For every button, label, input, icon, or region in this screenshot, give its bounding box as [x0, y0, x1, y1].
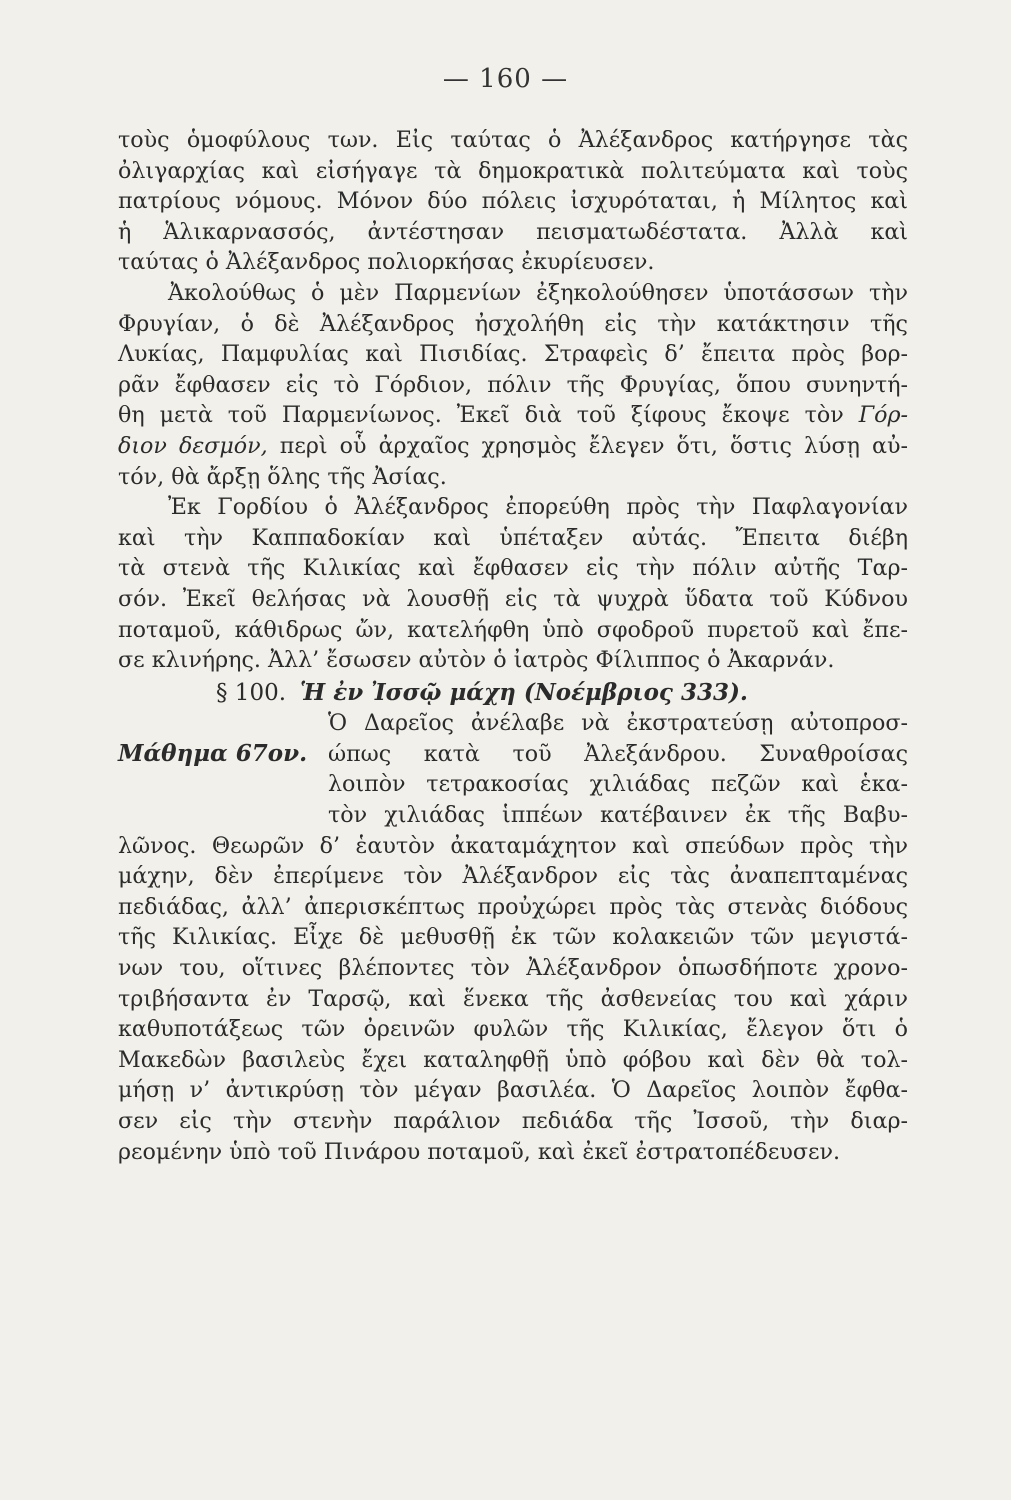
text-line: λοιπὸν τετρακοσίας χιλιάδας πεζῶν καὶ ἑκα-	[328, 771, 908, 798]
section-title: Ἡ ἐν Ἰσσῷ μάχη (Νοέμβριος 333).	[300, 678, 748, 706]
text-line: τόν, θὰ ἄρξῃ ὅλης τῆς Ἀσίας.	[118, 463, 447, 490]
text-segment: περὶ οὗ ἀρχαῖος χρησμὸς ἔλεγεν ὅτι, ὅστις λύσῃ αὐ-	[279, 432, 908, 459]
paragraph-continuation	[118, 125, 908, 278]
italic-term: διον δεσμόν,	[118, 432, 268, 459]
text-line: ταύτας ὁ Ἀλέξανδρος πολιορκήσας ἐκυρίευσεν.	[118, 249, 655, 276]
indented-lines	[118, 769, 908, 830]
text-segment: θη μετὰ τοῦ Παρμενίωνος. Ἐκεῖ διὰ τοῦ ξίφους ἔκοψε τὸν	[118, 402, 844, 429]
text-line: ὀλιγαρχίας καὶ εἰσήγαγε τὰ δημοκρατικὰ πολιτεύματα καὶ τοὺς	[118, 157, 908, 184]
section-heading	[118, 678, 908, 709]
text-line: τὸν χιλιάδας ἱππέων κατέβαινεν ἐκ τῆς Βαβυ-	[328, 802, 908, 829]
text-line: μήσῃ ν’ ἀντικρύσῃ τὸν μέγαν βασιλέα. Ὁ Δαρεῖος λοιπὸν ἔφθα-	[118, 1077, 908, 1104]
paragraph-issus	[118, 708, 908, 1167]
page-number: — 160 —	[442, 64, 569, 94]
text-line: ποταμοῦ, κάθιδρως ὤν, κατελήφθη ὑπὸ σφοδροῦ πυρετοῦ καὶ ἔπε-	[118, 616, 908, 643]
text-line: ρᾶν ἔφθασεν εἰς τὸ Γόρδιον, πόλιν τῆς Φρυγίας, ὅπου συνηντή-	[118, 371, 908, 398]
text-line: τὰ στενὰ τῆς Κιλικίας καὶ ἔφθασεν εἰς τὴν πόλιν αὐτῆς Ταρ-	[118, 555, 908, 582]
section-number: § 100.	[216, 679, 287, 706]
lesson-label: Μάθημα 67ον.	[118, 739, 308, 767]
text-line: τριβήσαντα ἐν Ταρσῷ, καὶ ἕνεκα τῆς ἀσθενείας του καὶ χάριν	[118, 985, 908, 1012]
text-line: νων του, οἵτινες βλέποντες τὸν Ἀλέξανδρον ὁπωσδήποτε χρονο-	[118, 955, 908, 982]
text-line: σε κλινήρης. Ἀλλ’ ἔσωσεν αὐτὸν ὁ ἰατρὸς Φίλιππος ὁ Ἀκαρνάν.	[118, 647, 835, 674]
text-line: Λυκίας, Παμφυλίας καὶ Πισιδίας. Στραφεὶς δ’ ἔπειτα πρὸς βορ-	[118, 341, 908, 368]
paragraph-parmenion	[118, 278, 908, 492]
text-line: ἡ Ἁλικαρνασσός, ἀντέστησαν πεισματωδέστατα. Ἀλλὰ καὶ	[118, 218, 908, 245]
text-line: λῶνος. Θεωρῶν δ’ ἑαυτὸν ἀκαταμάχητον καὶ σπεύδων πρὸς τὴν	[118, 832, 908, 859]
text-line: Ὁ Δαρεῖος ἀνέλαβε νὰ ἐκστρατεύσῃ αὐτοπροσ-	[328, 710, 908, 737]
text-line: μάχην, δὲν ἐπερίμενε τὸν Ἀλέξανδρον εἰς τὰς ἀναπεπταμένας	[118, 863, 908, 890]
text-line: τῆς Κιλικίας. Εἶχε δὲ μεθυσθῇ ἐκ τῶν κολακειῶν τῶν μεγιστά-	[118, 924, 908, 951]
text-line: ρεομένην ὑπὸ τοῦ Πινάρου ποταμοῦ, καὶ ἐκεῖ ἐστρατοπέδευσεν.	[118, 1138, 841, 1165]
text-line: καθυποτάξεως τῶν ὀρεινῶν φυλῶν τῆς Κιλικίας, ἔλεγον ὅτι ὁ	[118, 1016, 908, 1043]
text-line: Ἀκολούθως ὁ μὲν Παρμενίων ἐξηκολούθησεν ὑποτάσσων τὴν	[168, 279, 908, 306]
text-line: πατρίους νόμους. Μόνον δύο πόλεις ἰσχυρόταται, ἡ Μίλητος καὶ	[118, 188, 908, 215]
text-line: Φρυγίαν, ὁ δὲ Ἀλέξανδρος ἠσχολήθη εἰς τὴν κατάκτησιν τῆς	[118, 310, 908, 337]
text-line: τοὺς ὁμοφύλους των. Εἰς ταύτας ὁ Ἀλέξανδρος κατήργησε τὰς	[118, 127, 908, 153]
text-line: σεν εἰς τὴν στενὴν παράλιον πεδιάδα τῆς Ἰσσοῦ, τὴν διαρ-	[118, 1108, 908, 1134]
text-line: Ἐκ Γορδίου ὁ Ἀλέξανδρος ἐπορεύθη πρὸς τὴν Παφλαγονίαν	[168, 494, 908, 521]
body-text	[118, 125, 908, 1167]
text-line: Μακεδὼν βασιλεὺς ἔχει καταληφθῇ ὑπὸ φόβου καὶ δὲν θὰ τολ-	[118, 1046, 908, 1073]
text-line: καὶ τὴν Καππαδοκίαν καὶ ὑπέταξεν αὐτάς. Ἔπειτα διέβη	[118, 524, 908, 551]
text-line: πεδιάδας, ἀλλ’ ἀπερισκέπτως προὐχώρει πρὸς τὰς στενὰς διόδους	[118, 893, 908, 920]
text-line	[118, 400, 908, 431]
italic-term: Γόρ-	[858, 402, 908, 429]
text-line: σόν. Ἐκεῖ θελήσας νὰ λουσθῇ εἰς τὰ ψυχρὰ ὕδατα τοῦ Κύδνου	[118, 585, 908, 612]
lesson-row	[118, 739, 908, 770]
text-line: ώπως κατὰ τοῦ Ἀλεξάνδρου. Συναθροίσας	[328, 740, 908, 767]
text-line	[118, 431, 908, 462]
paragraph-gordion	[118, 492, 908, 676]
